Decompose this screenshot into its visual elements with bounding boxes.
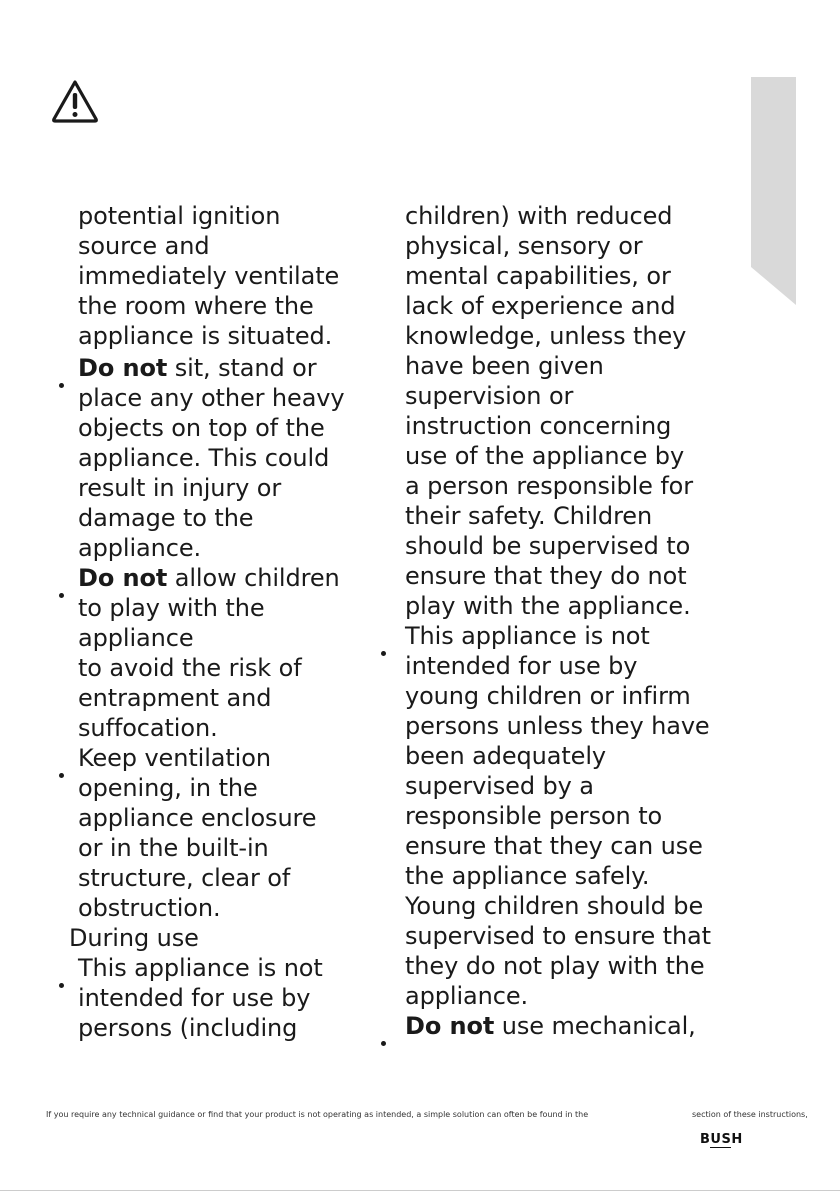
text-line: children) with reduced [405, 202, 673, 230]
emphasis: Do not [78, 354, 168, 382]
text-line: supervised to ensure that [405, 922, 711, 950]
emphasis: Do not [405, 1012, 495, 1040]
text-line: ensure that they can use [405, 832, 703, 860]
text-line: supervision or [405, 382, 574, 410]
text-line: instruction concerning [405, 412, 672, 440]
text-line: or in the built-in [78, 834, 269, 862]
text-line: source and [78, 232, 210, 260]
text-line: play with the appliance. [405, 592, 691, 620]
text-line: appliance is situated. [78, 322, 333, 350]
brand-logo-part: H [731, 1132, 743, 1147]
text-line: appliance. [78, 534, 202, 562]
text-line: persons unless they have [405, 712, 710, 740]
text-line: should be supervised to [405, 532, 691, 560]
text-line: to play with the [78, 594, 265, 622]
text-line: intended for use by [405, 652, 638, 680]
text-line: the room where the [78, 292, 314, 320]
brand-logo-part: US [710, 1132, 732, 1147]
bullet-item-first-line [405, 1011, 696, 1041]
brand-logo-part: B [700, 1132, 711, 1147]
text-line: responsible person to [405, 802, 663, 830]
text-line: intended for use by [78, 984, 311, 1012]
brand-logo [700, 1132, 743, 1147]
text-line: the appliance safely. [405, 862, 650, 890]
text-line: structure, clear of [78, 864, 291, 892]
text-line: lack of experience and [405, 292, 676, 320]
bullet-dot [59, 773, 64, 778]
text-line: have been given [405, 352, 604, 380]
text-line: opening, in the [78, 774, 258, 802]
footer-section-text: section of these instructions, [692, 1110, 808, 1119]
text-line: to avoid the risk of [78, 654, 302, 682]
text-line: appliance [78, 624, 194, 652]
text-line: result in injury or [78, 474, 282, 502]
text-run: allow children [167, 564, 340, 592]
bullet-item-first-line [78, 563, 340, 593]
text-line: objects on top of the [78, 414, 325, 442]
warning-triangle-icon [50, 78, 100, 124]
bullet-dot [381, 1041, 386, 1046]
text-line: persons (including [78, 1014, 298, 1042]
emphasis: Do not [78, 564, 168, 592]
bullet-item-first-line: Keep ventilation [78, 744, 271, 772]
text-line: young children or infirm [405, 682, 691, 710]
bullet-item-first-line: This appliance is not [78, 954, 323, 982]
text-line: mental capabilities, or [405, 262, 671, 290]
text-line: appliance. This could [78, 444, 330, 472]
text-line: their safety. Children [405, 502, 653, 530]
text-line: entrapment and [78, 684, 272, 712]
text-line: they do not play with the [405, 952, 705, 980]
text-line: supervised by a [405, 772, 594, 800]
text-line: obstruction. [78, 894, 221, 922]
footer-guidance-text: If you require any technical guidance or find that your product is not operating as intended, a simple solution can often be found in the [46, 1110, 589, 1119]
text-line: place any other heavy [78, 384, 345, 412]
page-bottom-rule [0, 1190, 840, 1191]
text-run: use mechanical, [494, 1012, 696, 1040]
text-line: been adequately [405, 742, 607, 770]
text-line: physical, sensory or [405, 232, 643, 260]
text-run: sit, stand or [167, 354, 317, 382]
text-line: ensure that they do not [405, 562, 687, 590]
text-line: appliance enclosure [78, 804, 317, 832]
bullet-dot [59, 593, 64, 598]
bullet-item-first-line: This appliance is not [405, 622, 650, 650]
bullet-dot [381, 651, 386, 656]
text-line: knowledge, unless they [405, 322, 687, 350]
text-line: use of the appliance by [405, 442, 685, 470]
text-line: appliance. [405, 982, 529, 1010]
text-line: immediately ventilate [78, 262, 340, 290]
text-line: Young children should be [405, 892, 704, 920]
text-line: damage to the [78, 504, 254, 532]
bullet-dot [59, 983, 64, 988]
text-line: a person responsible for [405, 472, 694, 500]
text-line: suffocation. [78, 714, 218, 742]
section-side-tab [751, 77, 796, 305]
bullet-item-first-line [78, 353, 317, 383]
bullet-dot [59, 383, 64, 388]
section-heading-during-use: During use [69, 924, 199, 952]
text-line: potential ignition [78, 202, 281, 230]
